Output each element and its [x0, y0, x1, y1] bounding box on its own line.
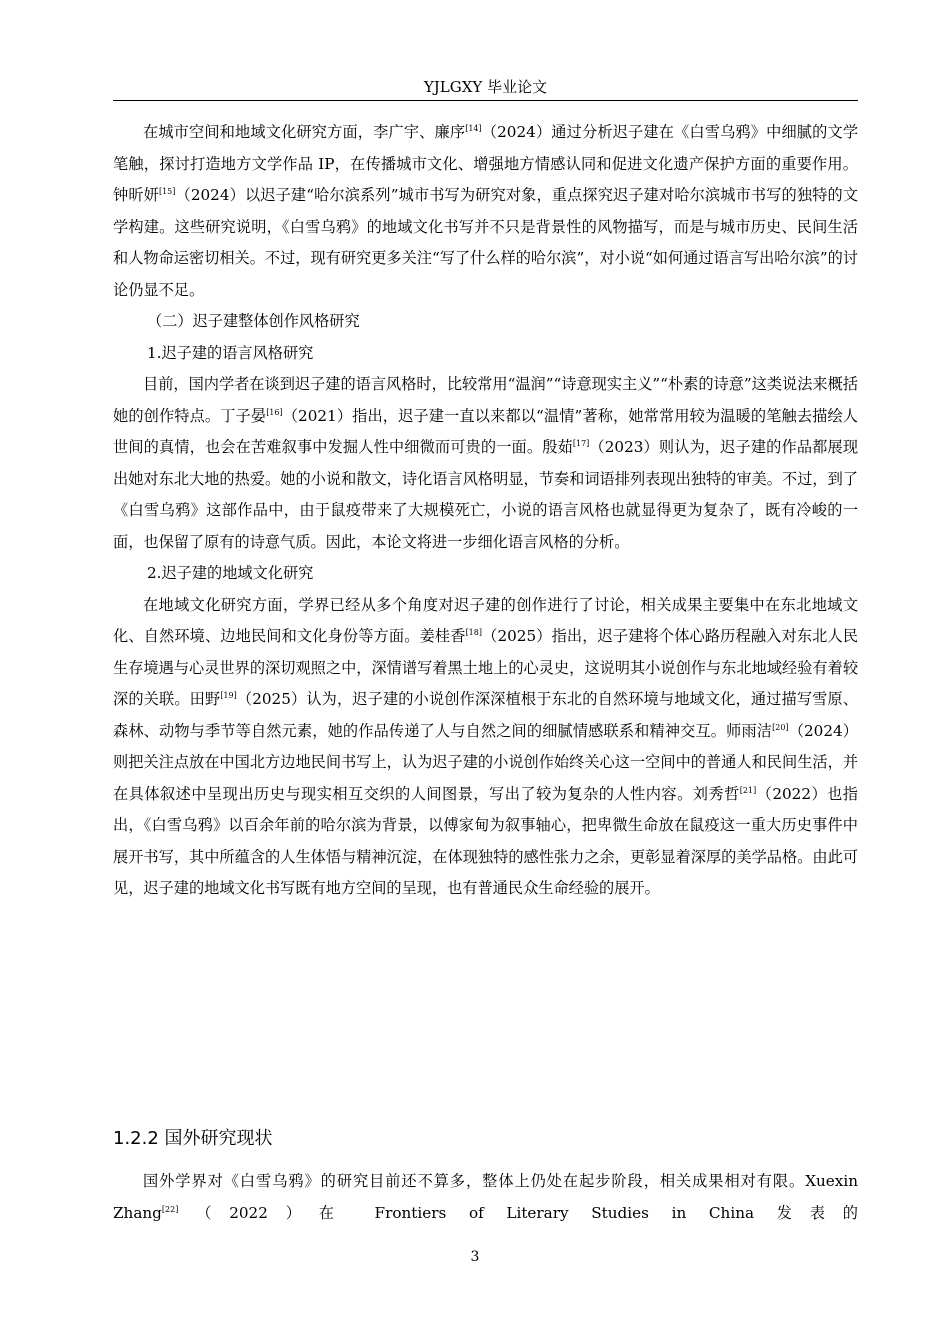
- citation-ref: [22]: [161, 1204, 179, 1214]
- citation-ref: [19]: [220, 691, 237, 700]
- citation-ref: [18]: [465, 628, 482, 637]
- citation-ref: [17]: [572, 439, 590, 448]
- paragraph-regional-culture: 在地域文化研究方面，学界已经从多个角度对迟子建的创作进行了讨论，相关成果主要集中在东北地域文化、自然环境、边地民间和文化身份等方面。姜桂香[18]（2025）指出，迟子建将个体心路历程融入对东北人民生存境遇与心灵世界的深切观照之中，深情谱写着黑土地上的心灵史，这说明其小说创作与东北地域经验有着较深的关联。田野[19]（2025）认为，迟子建的小说创作深深植根于东北的自然环境与地域文化，通过描写雪原、森林、动物与季节等自然元素，她的作品传递了人与自然之间的细腻情感联系和精神交互。师雨洁[20]（2024）则把关注点放在中国北方边地民间书写上，认为迟子建的小说创作始终关心这一空间中的普通人和民间生活，并在具体叙述中呈现出历史与现实相互交织的人间图景，写出了较为复杂的人性内容。刘秀哲[21]（2022）也指出，《白雪乌鸦》以百余年前的哈尔滨为背景，以傅家甸为叙事轴心，把卑微生命放在鼠疫这一重大历史事件中展开书写，其中所蕴含的人生体悟与精神沉淀，在体现独特的感性张力之余，更彰显着深厚的美学品格。由此可见，迟子建的地域文化书写既有地方空间的呈现，也有普通民众生命经验的展开。: [113, 595, 859, 897]
- page-number: 3: [470, 1249, 480, 1265]
- citation-ref: [14]: [465, 124, 482, 133]
- section-heading-style: （二）迟子建整体创作风格研究: [147, 312, 360, 330]
- foreign-research-body: [113, 1166, 858, 1229]
- running-header: YJLGXY 毕业论文: [423, 78, 548, 96]
- citation-ref: [20]: [772, 722, 789, 732]
- section-heading-foreign-research: 1.2.2 国外研究现状: [113, 1128, 273, 1149]
- main-body: [113, 117, 858, 905]
- header-rule: [113, 100, 858, 101]
- paragraph-language-style: 目前，国内学者在谈到迟子建的语言风格时，比较常用“温润”“诗意现实主义”“朴素的诗意”这类说法来概括她的创作特点。丁子晏[16]（2021）指出，迟子建一直以来都以“温情”著称，她常常用较为温暖的笔触去描绘人世间的真情，也会在苦难叙事中发掘人性中细微而可贵的一面。殷茹[17]（2023）则认为，迟子建的作品都展现出她对东北大地的热爱。她的小说和散文，诗化语言风格明显，节奏和词语排列表现出独特的审美。不过，到了《白雪乌鸦》这部作品中，由于鼠疫带来了大规模死亡，小说的语言风格也就显得更为复杂了，既有冷峻的一面，也保留了原有的诗意气质。因此，本论文将进一步细化语言风格的分析。: [113, 375, 859, 551]
- subsection-heading-language: 1.迟子建的语言风格研究: [147, 343, 314, 362]
- paragraph-foreign-research: 国外学界对《白雪乌鸦》的研究目前还不算多，整体上仍处在起步阶段，相关成果相对有限。Xuexin Zhang[22]（2022）在 Frontiers of Literary Studies in China 发表的: [113, 1172, 858, 1222]
- subsection-heading-region: 2.迟子建的地域文化研究: [147, 564, 314, 582]
- paragraph-city-culture: 在城市空间和地域文化研究方面，李广宇、廉序[14]（2024）通过分析迟子建在《白雪乌鸦》中细腻的文学笔触，探讨打造地方文学作品 IP，在传播城市文化、增强地方情感认同和促进文化遗产保护方面的重要作用。钟昕妍[15]（2024）以迟子建“哈尔滨系列”城市书写为研究对象，重点探究迟子建对哈尔滨城市书写的独特的文学构建。这些研究说明，《白雪乌鸦》的地域文化书写并不只是背景性的风物描写，而是与城市历史、民间生活和人物命运密切相关。不过，现有研究更多关注“写了什么样的哈尔滨”，对小说“如何通过语言写出哈尔滨”的讨论仍显不足。: [113, 123, 859, 299]
- citation-ref: [15]: [158, 187, 176, 196]
- citation-ref: [21]: [739, 785, 757, 795]
- citation-ref: [16]: [266, 407, 283, 417]
